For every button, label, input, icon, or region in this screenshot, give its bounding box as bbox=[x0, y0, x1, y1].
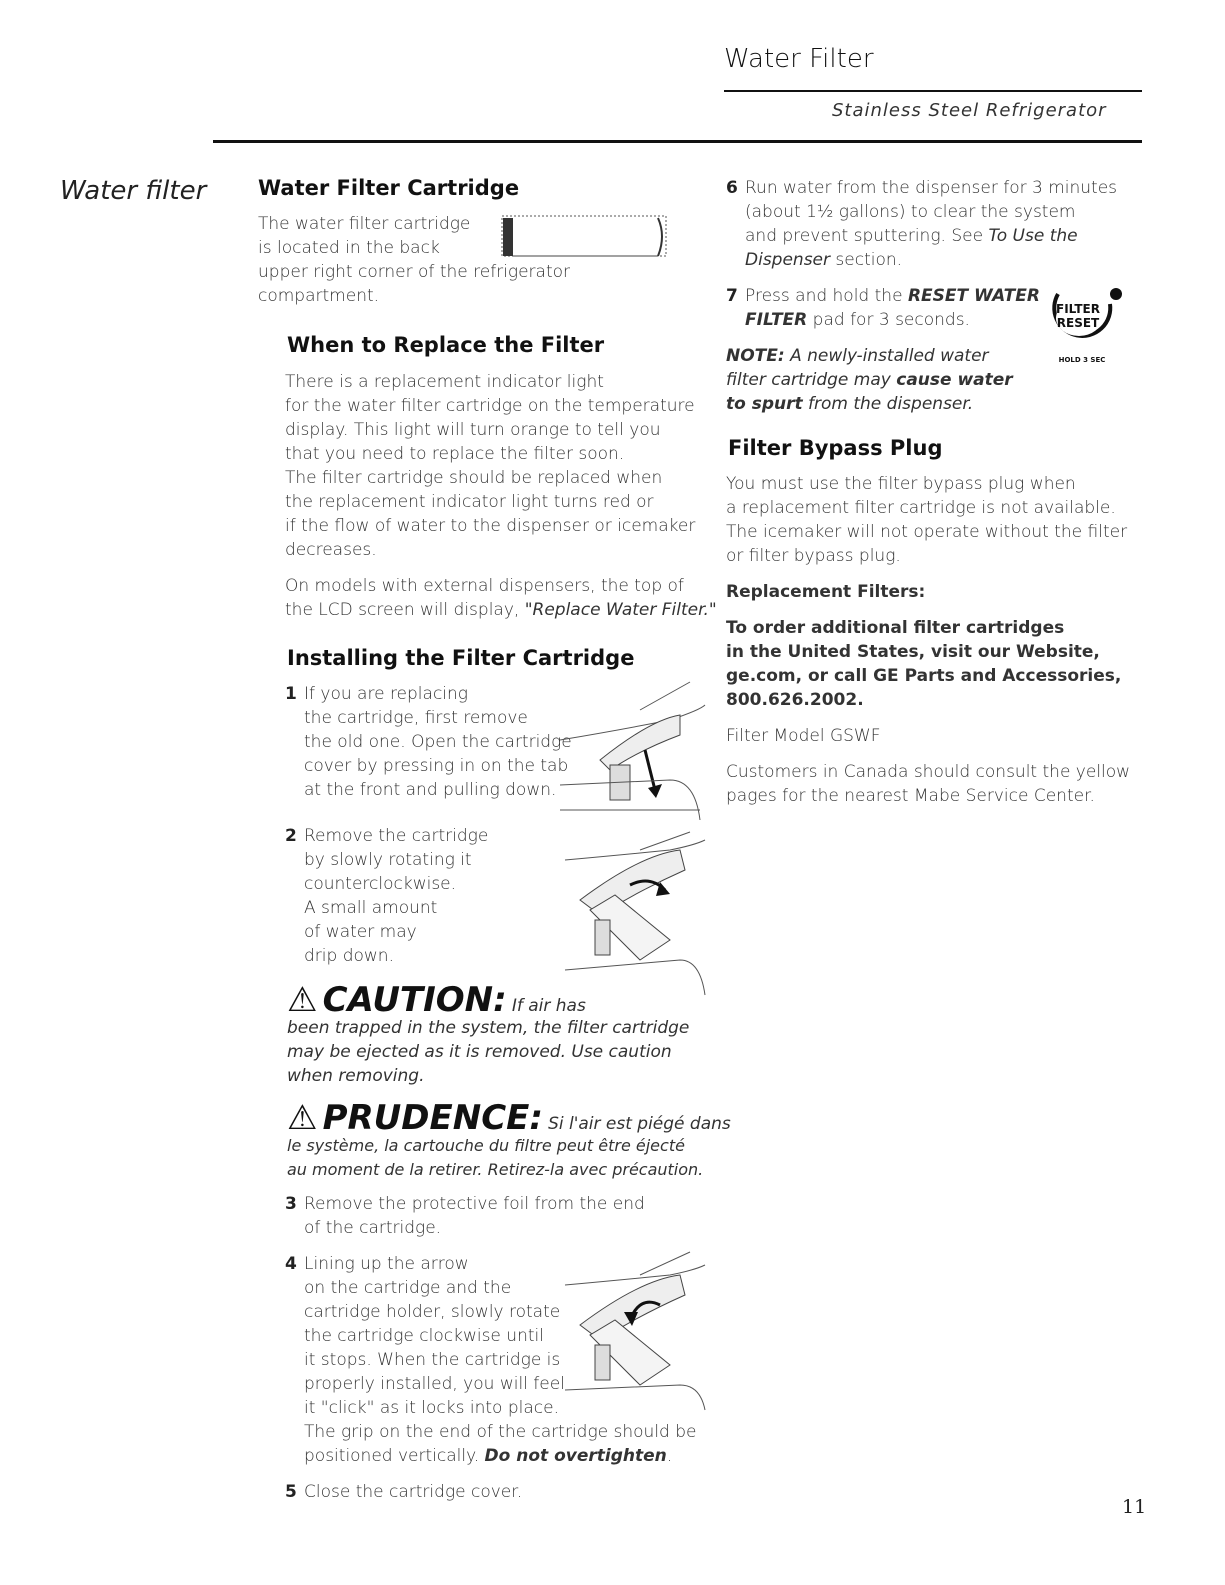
step-4-line: The grip on the end of the cartridge should be bbox=[304, 1422, 697, 1442]
step-4-line: Lining up the arrow bbox=[304, 1254, 469, 1274]
filter-label: FILTER bbox=[745, 310, 808, 330]
step-2-number: 2 bbox=[285, 826, 297, 846]
bypass-heading: Filter Bypass Plug bbox=[728, 436, 943, 460]
bypass-line: You must use the filter bypass plug when bbox=[726, 474, 1076, 494]
step-6-line-4 bbox=[745, 248, 902, 272]
replacement-heading: Replacement Filters: bbox=[726, 582, 926, 602]
prudence-title: PRUDENCE: bbox=[322, 1098, 543, 1138]
step-3-number: 3 bbox=[285, 1194, 297, 1214]
step-7-line-1 bbox=[745, 284, 1040, 308]
hold-label: HOLD 3 SEC bbox=[1058, 356, 1106, 364]
bypass-line: The icemaker will not operate without the filter bbox=[726, 522, 1128, 542]
prudence-inline-text: Si l'air est piégé dans bbox=[548, 1114, 731, 1134]
bypass-line: or filter bypass plug. bbox=[726, 546, 901, 566]
cartridge-line-3: upper right corner of the refrigerator bbox=[258, 262, 571, 282]
step-4-line: the cartridge clockwise until bbox=[304, 1326, 544, 1346]
step-1-line: If you are replacing bbox=[304, 684, 468, 704]
step-2-line: counterclockwise. bbox=[304, 874, 457, 894]
replace-line: that you need to replace the filter soon. bbox=[285, 444, 625, 464]
step-1-line: at the front and pulling down. bbox=[304, 780, 557, 800]
replace-line: if the flow of water to the dispenser or icemaker bbox=[285, 516, 696, 536]
warning-icon: ⚠ bbox=[287, 980, 318, 1020]
replace-line: for the water filter cartridge on the temperature bbox=[285, 396, 695, 416]
install-heading: Installing the Filter Cartridge bbox=[287, 646, 635, 670]
header-divider bbox=[724, 90, 1142, 92]
note-emphasis: cause water bbox=[896, 370, 1013, 390]
step-7-line-2 bbox=[745, 308, 970, 332]
step-2-line: by slowly rotating it bbox=[304, 850, 472, 870]
install-cartridge-illustration bbox=[560, 1250, 710, 1420]
step-1-line: cover by pressing in on the tab bbox=[304, 756, 569, 776]
order-line: ge.com, or call GE Parts and Accessories, bbox=[726, 666, 1122, 686]
step-5-number: 5 bbox=[285, 1482, 297, 1502]
step-4-line: properly installed, you will feel bbox=[304, 1374, 565, 1394]
caution-line: when removing. bbox=[287, 1066, 425, 1086]
step-4-line: it stops. When the cartridge is bbox=[304, 1350, 561, 1370]
prudence-block bbox=[287, 1098, 731, 1138]
filter-model: Filter Model GSWF bbox=[726, 726, 881, 746]
step-6-text: and prevent sputtering. See bbox=[745, 226, 989, 246]
lcd-line-2 bbox=[285, 598, 717, 622]
badge-line-2: RESET bbox=[1056, 316, 1100, 330]
step-6-line-3 bbox=[745, 224, 1078, 248]
step-6-number: 6 bbox=[726, 178, 738, 198]
replace-line: display. This light will turn orange to tell you bbox=[285, 420, 661, 440]
badge-label bbox=[1052, 302, 1104, 330]
filter-reset-button-icon bbox=[1040, 282, 1124, 370]
step-2-line: A small amount bbox=[304, 898, 438, 918]
note-text: filter cartridge may bbox=[726, 370, 897, 390]
note-label: NOTE: bbox=[726, 346, 785, 366]
replace-line: The filter cartridge should be replaced when bbox=[285, 468, 663, 488]
cartridge-line-1: The water filter cartridge bbox=[258, 214, 471, 234]
step-1-line: the old one. Open the cartridge bbox=[304, 732, 572, 752]
step-4-text: positioned vertically. bbox=[304, 1446, 485, 1466]
note-emphasis: to spurt bbox=[726, 394, 803, 414]
replace-line: decreases. bbox=[285, 540, 377, 560]
step-6-reference-2: Dispenser bbox=[745, 250, 830, 270]
open-cover-illustration bbox=[560, 680, 710, 820]
step-3-line: of the cartridge. bbox=[304, 1218, 442, 1238]
canada-line: Customers in Canada should consult the yellow bbox=[726, 762, 1131, 782]
lcd-message: "Replace Water Filter." bbox=[524, 600, 717, 620]
overtighten-warning: Do not overtighten bbox=[484, 1446, 667, 1466]
remove-cartridge-illustration bbox=[560, 830, 710, 1000]
caution-title: CAUTION: bbox=[322, 980, 507, 1020]
header-rule bbox=[213, 140, 1142, 143]
order-line: To order additional filter cartridges bbox=[726, 618, 1065, 638]
step-4-number: 4 bbox=[285, 1254, 297, 1274]
note-text: from the dispenser. bbox=[802, 394, 974, 414]
step-3-line: Remove the protective foil from the end bbox=[304, 1194, 645, 1214]
step-4-last-line bbox=[304, 1444, 672, 1468]
step-1-number: 1 bbox=[285, 684, 297, 704]
order-line: in the United States, visit our Website, bbox=[726, 642, 1100, 662]
step-4-line: cartridge holder, slowly rotate bbox=[304, 1302, 561, 1322]
caution-line: may be ejected as it is removed. Use caution bbox=[287, 1042, 672, 1062]
step-4-period: . bbox=[666, 1446, 673, 1466]
page-number: 11 bbox=[1122, 1496, 1147, 1518]
cartridge-line-2: is located in the back bbox=[258, 238, 440, 258]
caution-line: been trapped in the system, the filter cartridge bbox=[287, 1018, 690, 1038]
step-2-line: of water may bbox=[304, 922, 417, 942]
note-line-2 bbox=[726, 368, 1013, 392]
step-7-tail: pad for 3 seconds. bbox=[807, 310, 970, 330]
note-text: A newly-installed water bbox=[784, 346, 989, 366]
lcd-text: the LCD screen will display, bbox=[285, 600, 525, 620]
lcd-line-1: On models with external dispensers, the top of bbox=[285, 576, 684, 596]
step-7-text: Press and hold the bbox=[745, 286, 908, 306]
step-6-tail: section. bbox=[830, 250, 903, 270]
badge-line-1: FILTER bbox=[1056, 302, 1100, 316]
order-line: 800.626.2002. bbox=[726, 690, 864, 710]
step-4-line: it "click" as it locks into place. bbox=[304, 1398, 559, 1418]
replace-heading: When to Replace the Filter bbox=[287, 333, 605, 357]
step-6-line: (about 1½ gallons) to clear the system bbox=[745, 202, 1076, 222]
cartridge-heading: Water Filter Cartridge bbox=[258, 176, 520, 200]
step-7-number: 7 bbox=[726, 286, 738, 306]
cartridge-line-4: compartment. bbox=[258, 286, 380, 306]
note-line-1 bbox=[726, 344, 989, 368]
page-header-subtitle: Stainless Steel Refrigerator bbox=[832, 100, 1107, 121]
prudence-line: au moment de la retirer. Retirez-la avec précaution. bbox=[287, 1160, 704, 1179]
step-4-line: on the cartridge and the bbox=[304, 1278, 512, 1298]
reset-water-label: RESET WATER bbox=[907, 286, 1040, 306]
prudence-line: le système, la cartouche du filtre peut être éjecté bbox=[287, 1136, 685, 1155]
step-6-reference: To Use the bbox=[988, 226, 1078, 246]
step-6-line: Run water from the dispenser for 3 minutes bbox=[745, 178, 1118, 198]
caution-inline-text: If air has bbox=[511, 996, 586, 1016]
bypass-line: a replacement filter cartridge is not available. bbox=[726, 498, 1116, 518]
section-label: Water filter bbox=[60, 176, 207, 206]
canada-line: pages for the nearest Mabe Service Center. bbox=[726, 786, 1095, 806]
step-1-line: the cartridge, first remove bbox=[304, 708, 528, 728]
replace-line: the replacement indicator light turns red or bbox=[285, 492, 654, 512]
note-line-3 bbox=[726, 392, 973, 416]
step-5-text: Close the cartridge cover. bbox=[304, 1482, 523, 1502]
replace-line: There is a replacement indicator light bbox=[285, 372, 604, 392]
step-2-line: drip down. bbox=[304, 946, 394, 966]
step-2-line: Remove the cartridge bbox=[304, 826, 489, 846]
page-header-title: Water Filter bbox=[724, 44, 874, 74]
filter-cartridge-illustration bbox=[500, 214, 670, 260]
warning-icon: ⚠ bbox=[287, 1098, 318, 1138]
caution-block bbox=[287, 980, 586, 1020]
